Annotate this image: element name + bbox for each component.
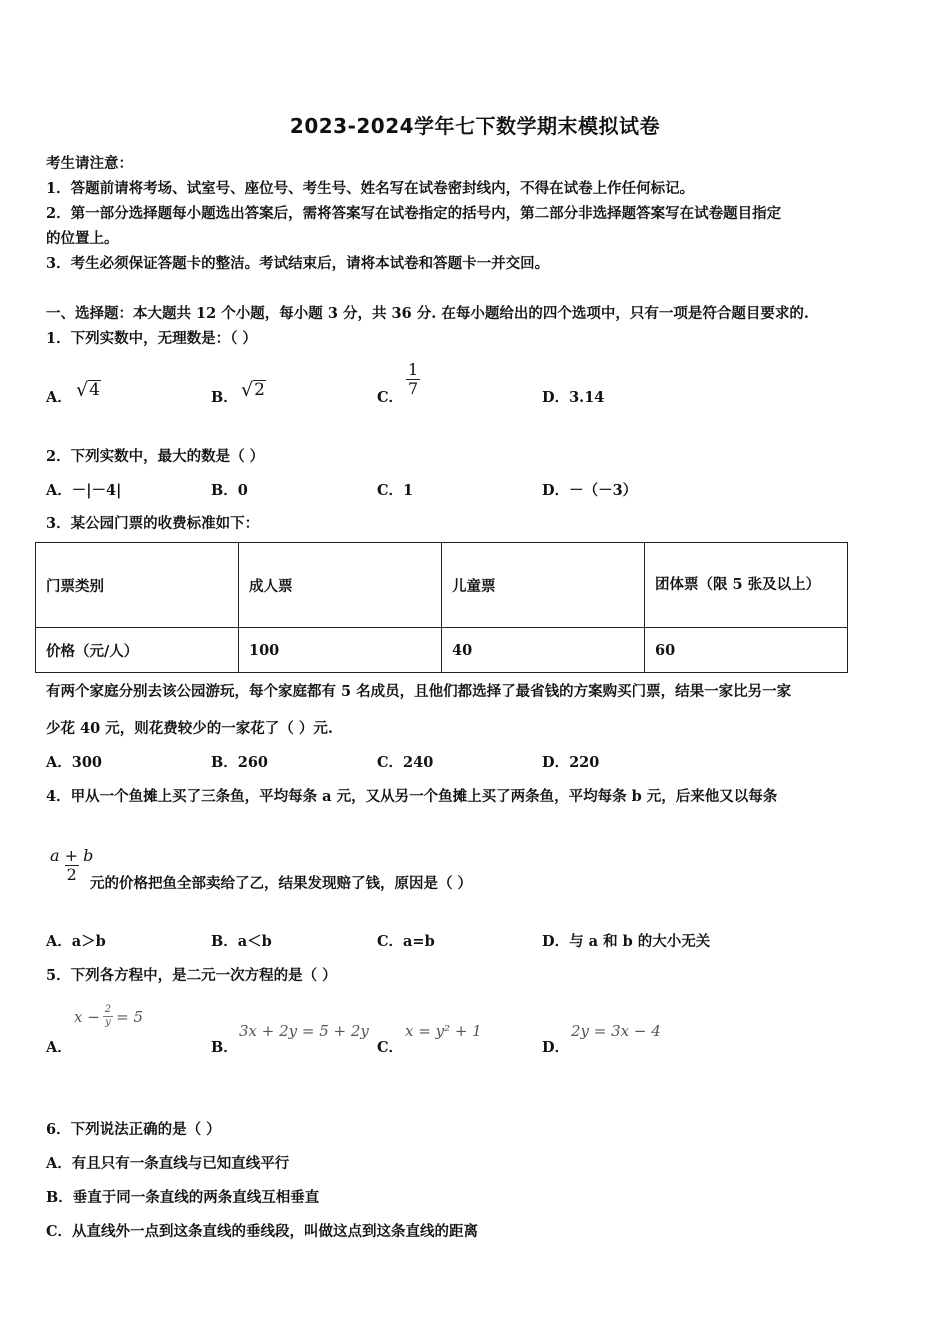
q4-option-a: A．a＞b: [46, 933, 106, 950]
q5-option-d-label: D．: [542, 1039, 570, 1056]
ticket-price-table: [35, 542, 848, 673]
q1-option-d: D．3.14: [542, 389, 605, 406]
question-3-stem: 3．某公园门票的收费标准如下：: [46, 515, 260, 532]
q5-option-b-equation: 3x + 2y = 5 + 2y: [239, 1022, 369, 1040]
section-heading: 一、选择题：本大题共 12 个小题，每小题 3 分，共 36 分. 在每小题给出的四个选项中，只有一项是符合题目要求的.: [46, 305, 809, 322]
q3-option-b: B．260: [211, 754, 269, 771]
table-cell: 价格（元/人）: [36, 628, 239, 673]
q5-option-a-equation: x − $\frac{2}{y}$ = 5: [74, 1004, 144, 1028]
q4-option-d: D．与 a 和 b 的大小无关: [542, 933, 711, 950]
q6-option-b: B．垂直于同一条直线的两条直线互相垂直: [46, 1189, 320, 1206]
q1-option-b-sqrt: √ 2: [241, 378, 265, 401]
table-cell: 40: [442, 628, 645, 673]
question-4-stem: 4．甲从一个鱼摊上买了三条鱼，平均每条 a 元，又从另一个鱼摊上买了两条鱼，平均每条 b 元，后来他又以每条: [46, 788, 778, 805]
q5-option-c-equation: x = y² + 1: [405, 1022, 482, 1040]
q1-option-a-label: A．: [46, 389, 72, 406]
table-row: [36, 628, 848, 673]
page-title: 2023-2024学年七下数学期末模拟试卷: [289, 114, 661, 138]
q1-option-a-sqrt: √ 4: [76, 378, 100, 401]
q6-option-a: A．有且只有一条直线与已知直线平行: [46, 1155, 290, 1172]
question-4-stem-continued: 元的价格把鱼全部卖给了乙，结果发现赔了钱，原因是（ ）: [90, 875, 473, 892]
q3-option-a: A．300: [46, 754, 103, 771]
q1-option-b-label: B．: [211, 389, 238, 406]
q4-option-c: C．a=b: [377, 933, 435, 950]
q2-option-b: B．0: [211, 482, 248, 499]
notice-item: 1．答题前请将考场、试室号、座位号、考生号、姓名写在试卷密封线内，不得在试卷上作任何标记。: [46, 180, 695, 197]
q5-option-b-label: B．: [211, 1039, 238, 1056]
q2-option-d: D．－（－3）: [542, 482, 638, 499]
question-3-description: 有两个家庭分别去该公园游玩，每个家庭都有 5 名成员，且他们都选择了最省钱的方案购买门票，结果一家比另一家: [46, 683, 792, 700]
table-cell: 门票类别: [36, 543, 239, 628]
q5-option-d-equation: 2y = 3x − 4: [571, 1022, 661, 1040]
question-2-stem: 2．下列实数中，最大的数是（ ）: [46, 448, 265, 465]
q2-option-a: A．－|－4|: [46, 482, 122, 499]
notice-item: 的位置上。: [46, 230, 119, 247]
q1-option-c-label: C．: [377, 389, 404, 406]
table-header-row: [36, 543, 848, 628]
notice-item: 2．第一部分选择题每小题选出答案后，需将答案写在试卷指定的括号内，第二部分非选择题答案写在试卷题目指定: [46, 205, 782, 222]
q4-fraction: $\frac{a + b}{2}$: [50, 846, 94, 884]
notice-heading: 考生请注意：: [46, 155, 133, 172]
table-cell: 100: [239, 628, 442, 673]
q5-option-c-label: C．: [377, 1039, 404, 1056]
table-cell: 团体票（限 5 张及以上）: [645, 543, 848, 628]
q4-option-b: B．a＜b: [211, 933, 272, 950]
q5-option-a-label: A．: [46, 1039, 72, 1056]
table-cell: 60: [645, 628, 848, 673]
q3-option-c: C．240: [377, 754, 434, 771]
question-5-stem: 5．下列各方程中，是二元一次方程的是（ ）: [46, 967, 337, 984]
q1-option-c-fraction: $\frac{1}{7}$: [408, 360, 419, 398]
table-cell: 成人票: [239, 543, 442, 628]
q2-option-c: C．1: [377, 482, 414, 499]
notice-item: 3．考生必须保证答题卡的整洁。考试结束后，请将本试卷和答题卡一并交回。: [46, 255, 550, 272]
q3-option-d: D．220: [542, 754, 600, 771]
question-6-stem: 6．下列说法正确的是（ ）: [46, 1121, 221, 1138]
table-cell: 儿童票: [442, 543, 645, 628]
q6-option-c: C．从直线外一点到这条直线的垂线段，叫做这点到这条直线的距离: [46, 1223, 479, 1240]
question-3-description: 少花 40 元，则花费较少的一家花了（ ）元.: [46, 720, 333, 737]
question-1-stem: 1．下列实数中，无理数是：（ ）: [46, 330, 257, 347]
